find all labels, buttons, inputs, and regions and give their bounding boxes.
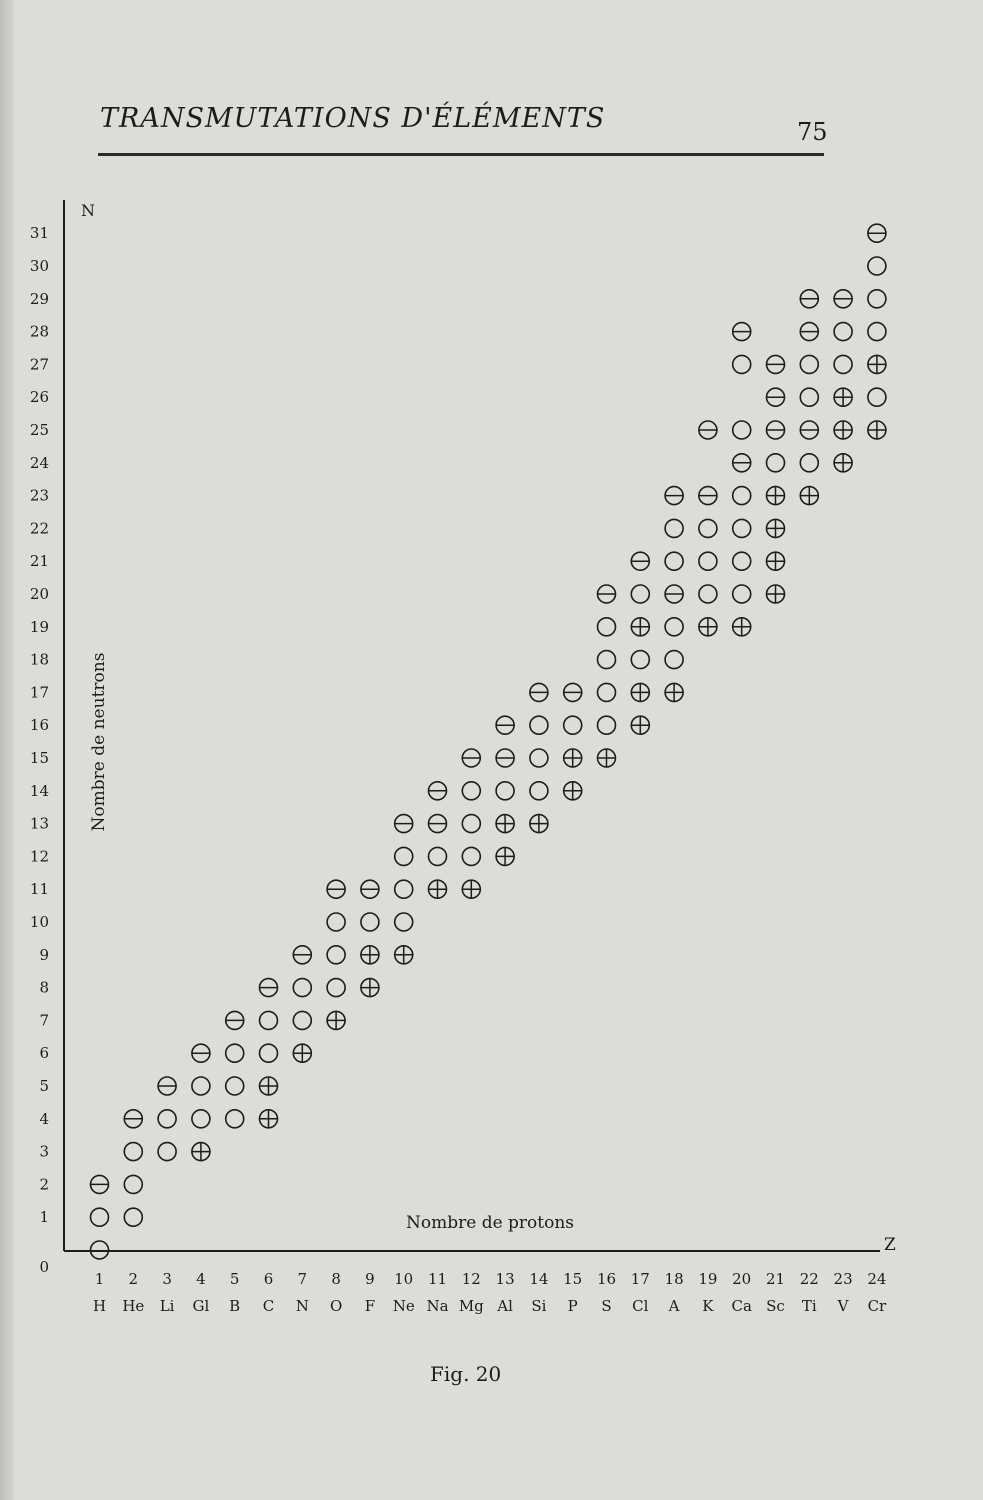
nuclide-marker-minus [496,749,514,767]
nuclide-marker-plain [631,585,649,603]
element-symbol-label: Sc [766,1297,785,1315]
y-tick-label: 24 [29,453,49,472]
nuclide-marker-minus [767,388,785,406]
nuclide-marker-plain [665,519,683,537]
nuclide-marker-plain [598,651,616,669]
x-axis-label: Nombre de protons [406,1213,575,1233]
nuclide-marker-plain [361,913,379,931]
element-symbol-label: A [668,1297,680,1315]
nuclide-marker-plus [361,946,379,964]
y-tick-label: 4 [39,1109,49,1128]
element-symbol-label: Si [531,1297,547,1315]
y-tick-label: 16 [29,716,49,735]
x-tick-label: 4 [196,1270,206,1288]
element-symbol-label: Ca [731,1297,752,1315]
nuclide-marker-minus [665,585,683,603]
x-tick-label: 19 [698,1270,718,1288]
nuclide-marker-plain [665,552,683,570]
nuclide-marker-plus [767,487,785,505]
nuclide-marker-minus [665,487,683,505]
nuclide-marker-minus [192,1044,210,1062]
nuclide-marker-plain [564,716,582,734]
nuclide-marker-plain [868,290,886,308]
running-header-title: TRANSMUTATIONS D'ÉLÉMENTS [100,103,606,134]
nuclide-marker-plain [733,552,751,570]
nuclide-marker-minus [124,1110,142,1128]
y-tick-label: 21 [29,552,49,571]
nuclide-marker-plain [395,880,413,898]
y-tick-label: 12 [29,847,49,866]
x-tick-label: 11 [427,1270,448,1288]
nuclide-marker-plus [496,815,514,833]
nuclide-marker-plain [733,585,751,603]
nuclide-marker-minus [767,355,785,373]
y-tick-label: 27 [29,355,49,374]
nuclide-marker-minus [91,1175,109,1193]
nuclide-marker-plain [293,1011,311,1029]
x-tick-label: 21 [765,1270,786,1288]
nuclide-marker-plain [260,1044,278,1062]
nuclide-marker-plain [226,1110,244,1128]
element-symbol-label: C [262,1297,275,1315]
nuclide-marker-plain [631,651,649,669]
x-tick-label: 1 [94,1270,105,1288]
nuclide-marker-plain [395,913,413,931]
nuclide-marker-plus [361,979,379,997]
nuclide-marker-plus [767,519,785,537]
element-symbol-label: O [329,1297,343,1315]
nuclide-marker-plain [598,683,616,701]
element-symbol-label: V [837,1297,849,1315]
nuclide-marker-minus [429,782,447,800]
nuclide-marker-plain [429,847,447,865]
nuclide-marker-plain [767,454,785,472]
nuclide-marker-minus [733,323,751,341]
nuclide-marker-minus [699,487,717,505]
nuclide-marker-plus [834,421,852,439]
y-tick-label: 7 [39,1011,49,1030]
y-tick-label: 31 [29,224,49,243]
y-tick-label: 18 [29,650,49,669]
page-number: 75 [797,118,828,146]
element-symbol-label: Ne [392,1297,415,1315]
nuclide-marker-plain [868,388,886,406]
element-symbol-label: Na [426,1297,449,1315]
nuclide-marker-plain [800,454,818,472]
element-symbol-label: F [364,1297,376,1315]
nuclide-marker-plain [665,651,683,669]
nuclide-marker-plain [496,782,514,800]
nuclide-marker-plain [158,1143,176,1161]
x-tick-label: 24 [867,1270,887,1288]
nuclide-marker-minus [462,749,480,767]
y-tick-label: 17 [29,683,49,702]
x-tick-label: 8 [331,1270,341,1288]
y-axis-symbol: N [81,201,95,220]
nuclide-marker-plus [192,1143,210,1161]
element-symbol-label: Cl [632,1297,649,1315]
nuclide-marker-plus [598,749,616,767]
nuclide-marker-plus [631,716,649,734]
nuclide-marker-plain [124,1143,142,1161]
y-tick-label: 26 [29,388,49,407]
nuclide-marker-minus [631,552,649,570]
nuclide-marker-plus [665,683,683,701]
y-tick-label: 23 [29,486,49,505]
nuclide-marker-plain [462,782,480,800]
x-tick-label: 2 [128,1270,139,1288]
y-tick-label: 13 [29,814,49,833]
nuclide-marker-plus [462,880,480,898]
nuclide-marker-plain [91,1208,109,1226]
y-tick-label: 15 [29,749,49,767]
nuclide-marker-plus [767,585,785,603]
nuclide-marker-plus [868,421,886,439]
nuclide-marker-minus [158,1077,176,1095]
x-tick-label: 16 [596,1270,617,1288]
nuclide-marker-plus [496,847,514,865]
y-tick-label: 8 [39,978,49,997]
element-symbol-label: Mg [458,1297,484,1315]
x-tick-label: 14 [529,1270,549,1288]
y-tick-label: 14 [29,781,49,800]
x-tick-label: 12 [461,1270,481,1288]
nuclide-marker-plain [530,749,548,767]
element-symbol-label: S [601,1297,612,1315]
x-tick-label: 23 [833,1270,853,1288]
y-tick-label: 19 [29,617,49,636]
nuclide-marker-plain [530,782,548,800]
nuclide-marker-plain [868,323,886,341]
element-symbol-label: P [567,1297,578,1315]
nuclide-marker-minus [598,585,616,603]
nuclide-marker-minus [800,421,818,439]
x-tick-label: 10 [394,1270,414,1288]
nuclide-marker-plain [327,946,345,964]
y-tick-label: 10 [29,913,49,931]
nuclide-marker-minus [868,224,886,242]
x-axis-symbol: Z [884,1235,896,1255]
nuclide-marker-minus [327,880,345,898]
nuclide-marker-minus [800,323,818,341]
nuclide-marker-plain [834,355,852,373]
nuclide-marker-plain [395,847,413,865]
nuclide-marker-minus [361,880,379,898]
nuclide-marker-plain [868,257,886,275]
y-tick-label: 1 [39,1208,49,1227]
element-symbol-labels [93,1297,887,1315]
nuclide-marker-minus [496,716,514,734]
element-symbol-label: K [702,1297,714,1315]
nuclide-points [91,224,886,1259]
y-tick-label: 5 [39,1077,49,1095]
nuclide-marker-plain [192,1110,210,1128]
element-symbol-label: Gl [192,1297,210,1315]
nuclide-marker-minus [395,815,413,833]
y-tick-label: 3 [39,1142,49,1161]
y-tick-label: 29 [29,289,49,308]
y-tick-label: 25 [29,421,49,439]
element-symbol-label: Al [497,1297,513,1315]
nuclide-marker-minus [699,421,717,439]
element-symbol-label: B [229,1297,241,1315]
x-tick-label: 18 [664,1270,684,1288]
nuclide-marker-plus [293,1044,311,1062]
nuclide-marker-plain [733,519,751,537]
y-tick-label: 2 [39,1175,49,1194]
nuclide-marker-plain [327,913,345,931]
x-tick-label: 7 [297,1270,308,1288]
nuclide-marker-plain [124,1208,142,1226]
x-tick-label: 17 [630,1270,650,1288]
y-axis-label: Nombre de neutrons [89,652,109,832]
nuclide-marker-plain [327,979,345,997]
nuclide-marker-minus [293,946,311,964]
nuclide-marker-plain [158,1110,176,1128]
nuclide-marker-plus [699,618,717,636]
nuclide-marker-plain [699,519,717,537]
nuclide-marker-plus [429,880,447,898]
y-tick-label: 28 [29,322,49,341]
y-tick-label: 9 [39,945,49,964]
element-symbol-label: Cr [867,1297,887,1315]
nuclide-marker-plus [260,1077,278,1095]
nuclide-marker-plus [395,946,413,964]
nuclide-marker-plain [733,487,751,505]
nuclide-marker-minus [733,454,751,472]
y-tick-label: 0 [39,1258,49,1276]
nuclide-marker-plus [564,782,582,800]
nuclide-marker-plain [598,618,616,636]
nuclide-marker-plain [293,979,311,997]
y-tick-label: 30 [29,257,49,275]
y-tick-label: 22 [29,519,49,538]
nuclide-marker-plain [834,323,852,341]
nuclide-marker-plain [800,388,818,406]
figure-caption: Fig. 20 [430,1362,502,1386]
x-tick-labels [95,1270,887,1288]
nuclide-marker-minus [530,683,548,701]
nuclide-marker-plain [733,355,751,373]
nuclide-marker-plus [530,815,548,833]
x-tick-label: 13 [495,1270,515,1288]
x-tick-label: 22 [799,1270,819,1288]
y-tick-label: 6 [39,1044,49,1063]
nuclide-marker-plus [767,552,785,570]
element-symbol-label: Li [159,1297,175,1315]
nuclide-marker-plus [631,683,649,701]
y-tick-label: 11 [29,880,49,899]
nuclide-marker-plus [834,454,852,472]
nuclide-marker-plus [834,388,852,406]
nuclide-marker-plain [124,1175,142,1193]
nuclide-marker-minus [226,1011,244,1029]
nuclide-marker-plain [226,1077,244,1095]
x-tick-label: 15 [563,1270,583,1288]
x-tick-label: 20 [732,1270,752,1288]
nuclide-marker-plain [699,552,717,570]
x-tick-label: 6 [263,1270,274,1288]
y-tick-label: 20 [29,585,49,603]
nuclide-marker-minus [767,421,785,439]
nuclide-marker-plus [631,618,649,636]
element-symbol-label: He [122,1297,145,1315]
nuclide-marker-plain [192,1077,210,1095]
x-tick-label: 3 [162,1270,172,1288]
nuclide-marker-plain [665,618,683,636]
nuclide-marker-plain [699,585,717,603]
nuclide-marker-minus [260,979,278,997]
element-symbol-label: N [295,1297,309,1315]
nuclide-marker-plain [462,847,480,865]
nuclide-marker-plus [260,1110,278,1128]
nuclide-marker-plain [462,815,480,833]
x-tick-label: 9 [365,1270,375,1288]
nuclide-marker-plus [564,749,582,767]
nuclide-marker-minus [564,683,582,701]
nuclide-marker-plain [530,716,548,734]
nuclide-marker-plain [260,1011,278,1029]
nuclide-marker-minus [429,815,447,833]
nuclide-marker-plain [226,1044,244,1062]
element-symbol-label: Ti [801,1297,817,1315]
element-symbol-label: H [92,1297,107,1315]
nuclide-marker-plus [327,1011,345,1029]
y-tick-labels [30,224,49,1276]
nuclide-marker-plain [800,355,818,373]
nuclide-marker-plus [733,618,751,636]
nuclide-marker-plain [733,421,751,439]
x-tick-label: 5 [229,1270,240,1288]
nuclide-marker-plain [598,716,616,734]
nuclide-marker-minus [800,290,818,308]
nuclide-marker-minus [834,290,852,308]
nuclide-marker-plus [800,487,818,505]
nuclide-marker-plus [868,355,886,373]
